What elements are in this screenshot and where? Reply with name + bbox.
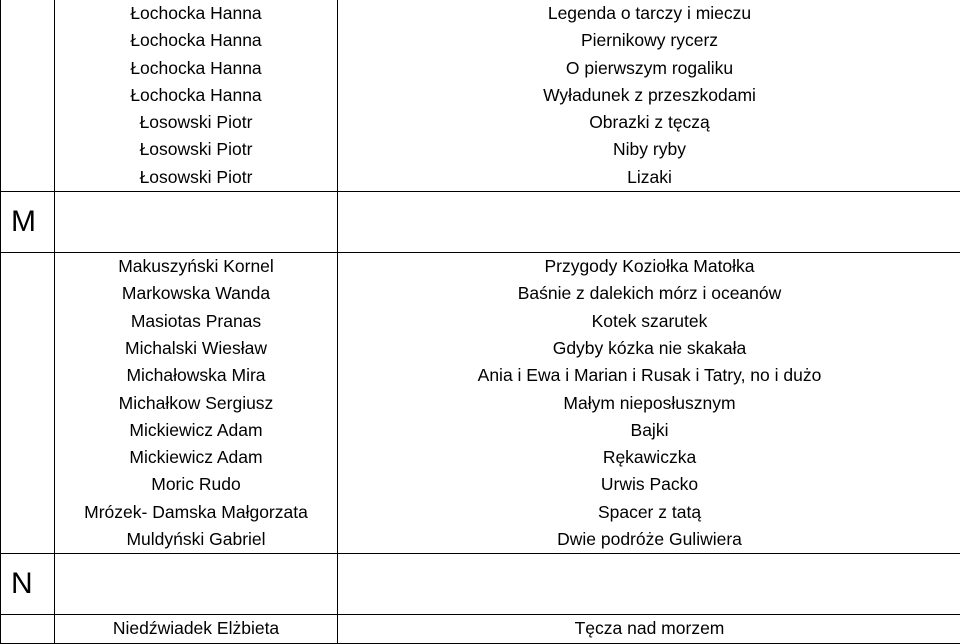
book-title: Obrazki z tęczą: [338, 109, 960, 136]
author-name: Łosowski Piotr: [55, 164, 337, 191]
author-name: Łochocka Hanna: [55, 82, 337, 109]
book-title: Baśnie z dalekich mórz i oceanów: [338, 280, 960, 307]
book-title: Dwie podróże Guliwiera: [338, 526, 960, 553]
section-letter-cell: [1, 192, 55, 253]
title-cell: [338, 192, 960, 253]
author-cell: [55, 192, 338, 253]
book-title: Wyładunek z przeszkodami: [338, 82, 960, 109]
section-header-row: [1, 192, 960, 253]
section-letter: N: [1, 554, 54, 614]
author-cell: [55, 0, 338, 192]
book-title: Rękawiczka: [338, 444, 960, 471]
section-header-row: [1, 554, 960, 615]
table-row: [1, 615, 960, 643]
book-title: O pierwszym rogaliku: [338, 55, 960, 82]
book-title: Piernikowy rycerz: [338, 27, 960, 54]
book-title: Przygody Koziołka Matołka: [338, 253, 960, 280]
book-title: Małym nieposłusznym: [338, 390, 960, 417]
table-row: [1, 0, 960, 192]
author-name: Mickiewicz Adam: [55, 417, 337, 444]
title-cell: [338, 253, 960, 554]
book-title: Kotek szarutek: [338, 308, 960, 335]
section-letter-cell: [1, 554, 55, 615]
title-cell: [338, 554, 960, 615]
author-cell: [55, 615, 338, 643]
author-name: Michałkow Sergiusz: [55, 390, 337, 417]
book-title: Spacer z tatą: [338, 499, 960, 526]
author-name: Muldyński Gabriel: [55, 526, 337, 553]
author-name: Michalski Wiesław: [55, 335, 337, 362]
author-name: Łosowski Piotr: [55, 109, 337, 136]
author-name: Michałowska Mira: [55, 362, 337, 389]
author-name: Moric Rudo: [55, 471, 337, 498]
letter-cell: [1, 253, 55, 554]
book-title: Niby ryby: [338, 136, 960, 163]
table-row: [1, 253, 960, 554]
author-name: Makuszyński Kornel: [55, 253, 337, 280]
author-cell: [55, 253, 338, 554]
author-name: Niedźwiadek Elżbieta: [55, 615, 337, 642]
author-name: Łochocka Hanna: [55, 55, 337, 82]
author-name: Masiotas Pranas: [55, 308, 337, 335]
letter-cell: [1, 615, 55, 643]
author-name: Łosowski Piotr: [55, 136, 337, 163]
author-name: Mrózek- Damska Małgorzata: [55, 499, 337, 526]
title-cell: [338, 0, 960, 192]
author-name: Markowska Wanda: [55, 280, 337, 307]
book-title: Tęcza nad morzem: [338, 615, 960, 642]
author-name: Mickiewicz Adam: [55, 444, 337, 471]
book-title: Ania i Ewa i Marian i Rusak i Tatry, no i dużo: [338, 362, 960, 389]
book-title: Gdyby kózka nie skakała: [338, 335, 960, 362]
book-title: Legenda o tarczy i mieczu: [338, 0, 960, 27]
book-title: Urwis Packo: [338, 471, 960, 498]
section-letter: M: [1, 192, 54, 252]
author-name: Łochocka Hanna: [55, 0, 337, 27]
book-title: Lizaki: [338, 164, 960, 191]
author-cell: [55, 554, 338, 615]
author-name: Łochocka Hanna: [55, 27, 337, 54]
title-cell: [338, 615, 960, 643]
book-title: Bajki: [338, 417, 960, 444]
letter-cell: [1, 0, 55, 192]
